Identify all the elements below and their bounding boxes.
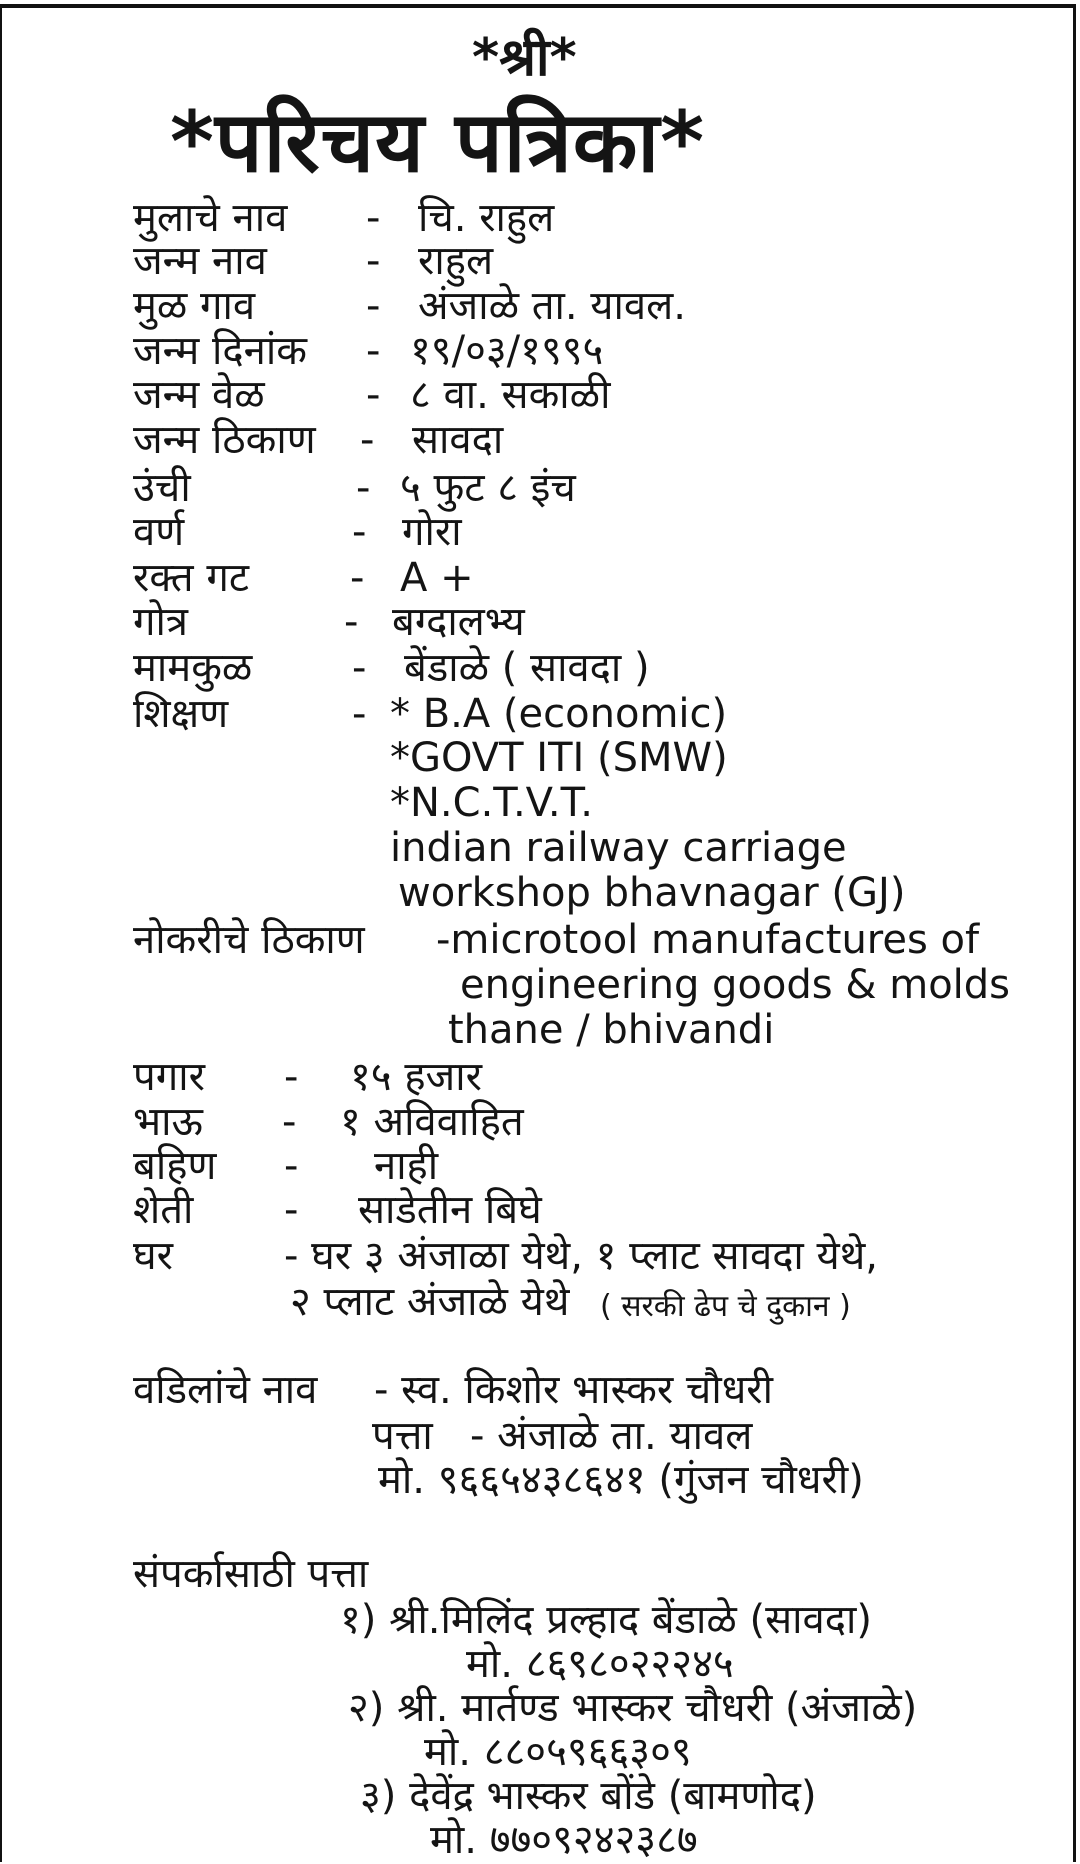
- page-title: *परिचय पत्रिका*: [170, 93, 706, 191]
- contact-person-mobile: मो. ७७०९२४२३८७: [430, 1817, 698, 1863]
- contact-person-name: १) श्री.मिलिंद प्रल्हाद बेंडाळे (सावदा): [340, 1597, 872, 1643]
- label-complexion: वर्ण: [133, 509, 185, 555]
- value-address: - अंजाळे ता. यावल: [470, 1413, 753, 1459]
- value-blood-group: A +: [400, 555, 474, 601]
- separator: -: [366, 283, 381, 329]
- label-height: उंची: [133, 465, 191, 511]
- label-father-name: वडिलांचे नाव: [133, 1367, 318, 1413]
- label-sister: बहिण: [133, 1143, 217, 1189]
- contact-person-mobile: मो. ८६९८०२२२४५: [466, 1641, 734, 1687]
- value-brother: १ अविवाहित: [340, 1099, 524, 1145]
- value-salary: १५ हजार: [350, 1054, 482, 1100]
- separator: -: [282, 1099, 297, 1145]
- label-farm: शेती: [133, 1187, 194, 1233]
- value-education: * B.A (economic): [390, 691, 728, 737]
- value-gotra: बग्दालभ्य: [392, 599, 525, 645]
- separator: -: [360, 417, 375, 463]
- value-birth-time: ८ वा. सकाळी: [410, 372, 611, 418]
- education-line: workshop bhavnagar (GJ): [398, 870, 906, 916]
- label-native-village: मुळ गाव: [133, 283, 256, 329]
- separator: -: [284, 1054, 299, 1100]
- separator: -: [350, 555, 365, 601]
- house-line: २ प्लाट अंजाळे येथे: [290, 1279, 570, 1325]
- education-line: *GOVT ITI (SMW): [390, 735, 728, 781]
- contact-heading: संपर्कासाठी पत्ता: [133, 1551, 369, 1597]
- label-birth-time: जन्म वेळ: [133, 372, 265, 418]
- label-salary: पगार: [133, 1054, 205, 1100]
- value-sister: नाही: [374, 1143, 439, 1189]
- job-line: engineering goods & molds: [460, 962, 1011, 1008]
- contact-person-name: २) श्री. मार्तण्ड भास्कर चौधरी (अंजाळे): [348, 1685, 918, 1731]
- house-note: ( सरकी ढेप चे दुकान ): [600, 1289, 851, 1324]
- father-mobile: मो. ९६६५४३८६४१ (गुंजन चौधरी): [378, 1457, 864, 1503]
- separator: -: [284, 1143, 299, 1189]
- label-education: शिक्षण: [133, 691, 229, 737]
- value-height: ५ फुट ८ इंच: [400, 465, 576, 511]
- value-house: - घर ३ अंजाळा येथे, १ प्लाट सावदा येथे,: [284, 1233, 878, 1279]
- education-line: indian railway carriage: [390, 825, 847, 871]
- label-boy-name: मुलाचे नाव: [133, 195, 288, 241]
- label-maternal-clan: मामकुळ: [133, 645, 253, 691]
- education-line: *N.C.T.V.T.: [390, 780, 594, 826]
- contact-person-name: ३) देवेंद्र भास्कर बोंडे (बामणोद): [360, 1773, 817, 1819]
- label-birth-date: जन्म दिनांक: [133, 328, 307, 374]
- value-birth-name: राहुल: [418, 238, 494, 284]
- label-job-place: नोकरीचे ठिकाण: [133, 917, 365, 963]
- job-line: thane / bhivandi: [448, 1007, 775, 1053]
- label-blood-group: रक्त गट: [133, 555, 249, 601]
- value-birth-place: सावदा: [412, 417, 504, 463]
- separator: -: [344, 599, 359, 645]
- separator: -: [356, 465, 371, 511]
- separator: -: [352, 645, 367, 691]
- label-brother: भाऊ: [133, 1099, 203, 1145]
- value-maternal-clan: बेंडाळे ( सावदा ): [404, 645, 650, 691]
- value-birth-date: १९/०३/१९९५: [410, 328, 604, 374]
- value-complexion: गोरा: [402, 509, 462, 555]
- value-job-place: -microtool manufactures of: [436, 917, 980, 963]
- separator: -: [366, 372, 381, 418]
- value-father-name: - स्व. किशोर भास्कर चौधरी: [374, 1367, 774, 1413]
- separator: -: [366, 238, 381, 284]
- label-birth-place: जन्म ठिकाण: [133, 417, 316, 463]
- separator: -: [366, 328, 381, 374]
- label-gotra: गोत्र: [133, 599, 188, 645]
- value-farm: साडेतीन बिघे: [358, 1187, 542, 1233]
- value-native-village: अंजाळे ता. यावल.: [418, 283, 686, 329]
- label-house: घर: [133, 1233, 173, 1279]
- shri-invocation: *श्री*: [472, 28, 577, 88]
- separator: -: [352, 691, 367, 737]
- value-boy-name: चि. राहुल: [418, 195, 555, 241]
- separator: -: [284, 1187, 299, 1233]
- label-birth-name: जन्म नाव: [133, 238, 267, 284]
- label-address: पत्ता: [372, 1413, 433, 1459]
- contact-person-mobile: मो. ८८०५९६६३०९: [424, 1729, 692, 1775]
- separator: -: [352, 509, 367, 555]
- separator: -: [366, 195, 381, 241]
